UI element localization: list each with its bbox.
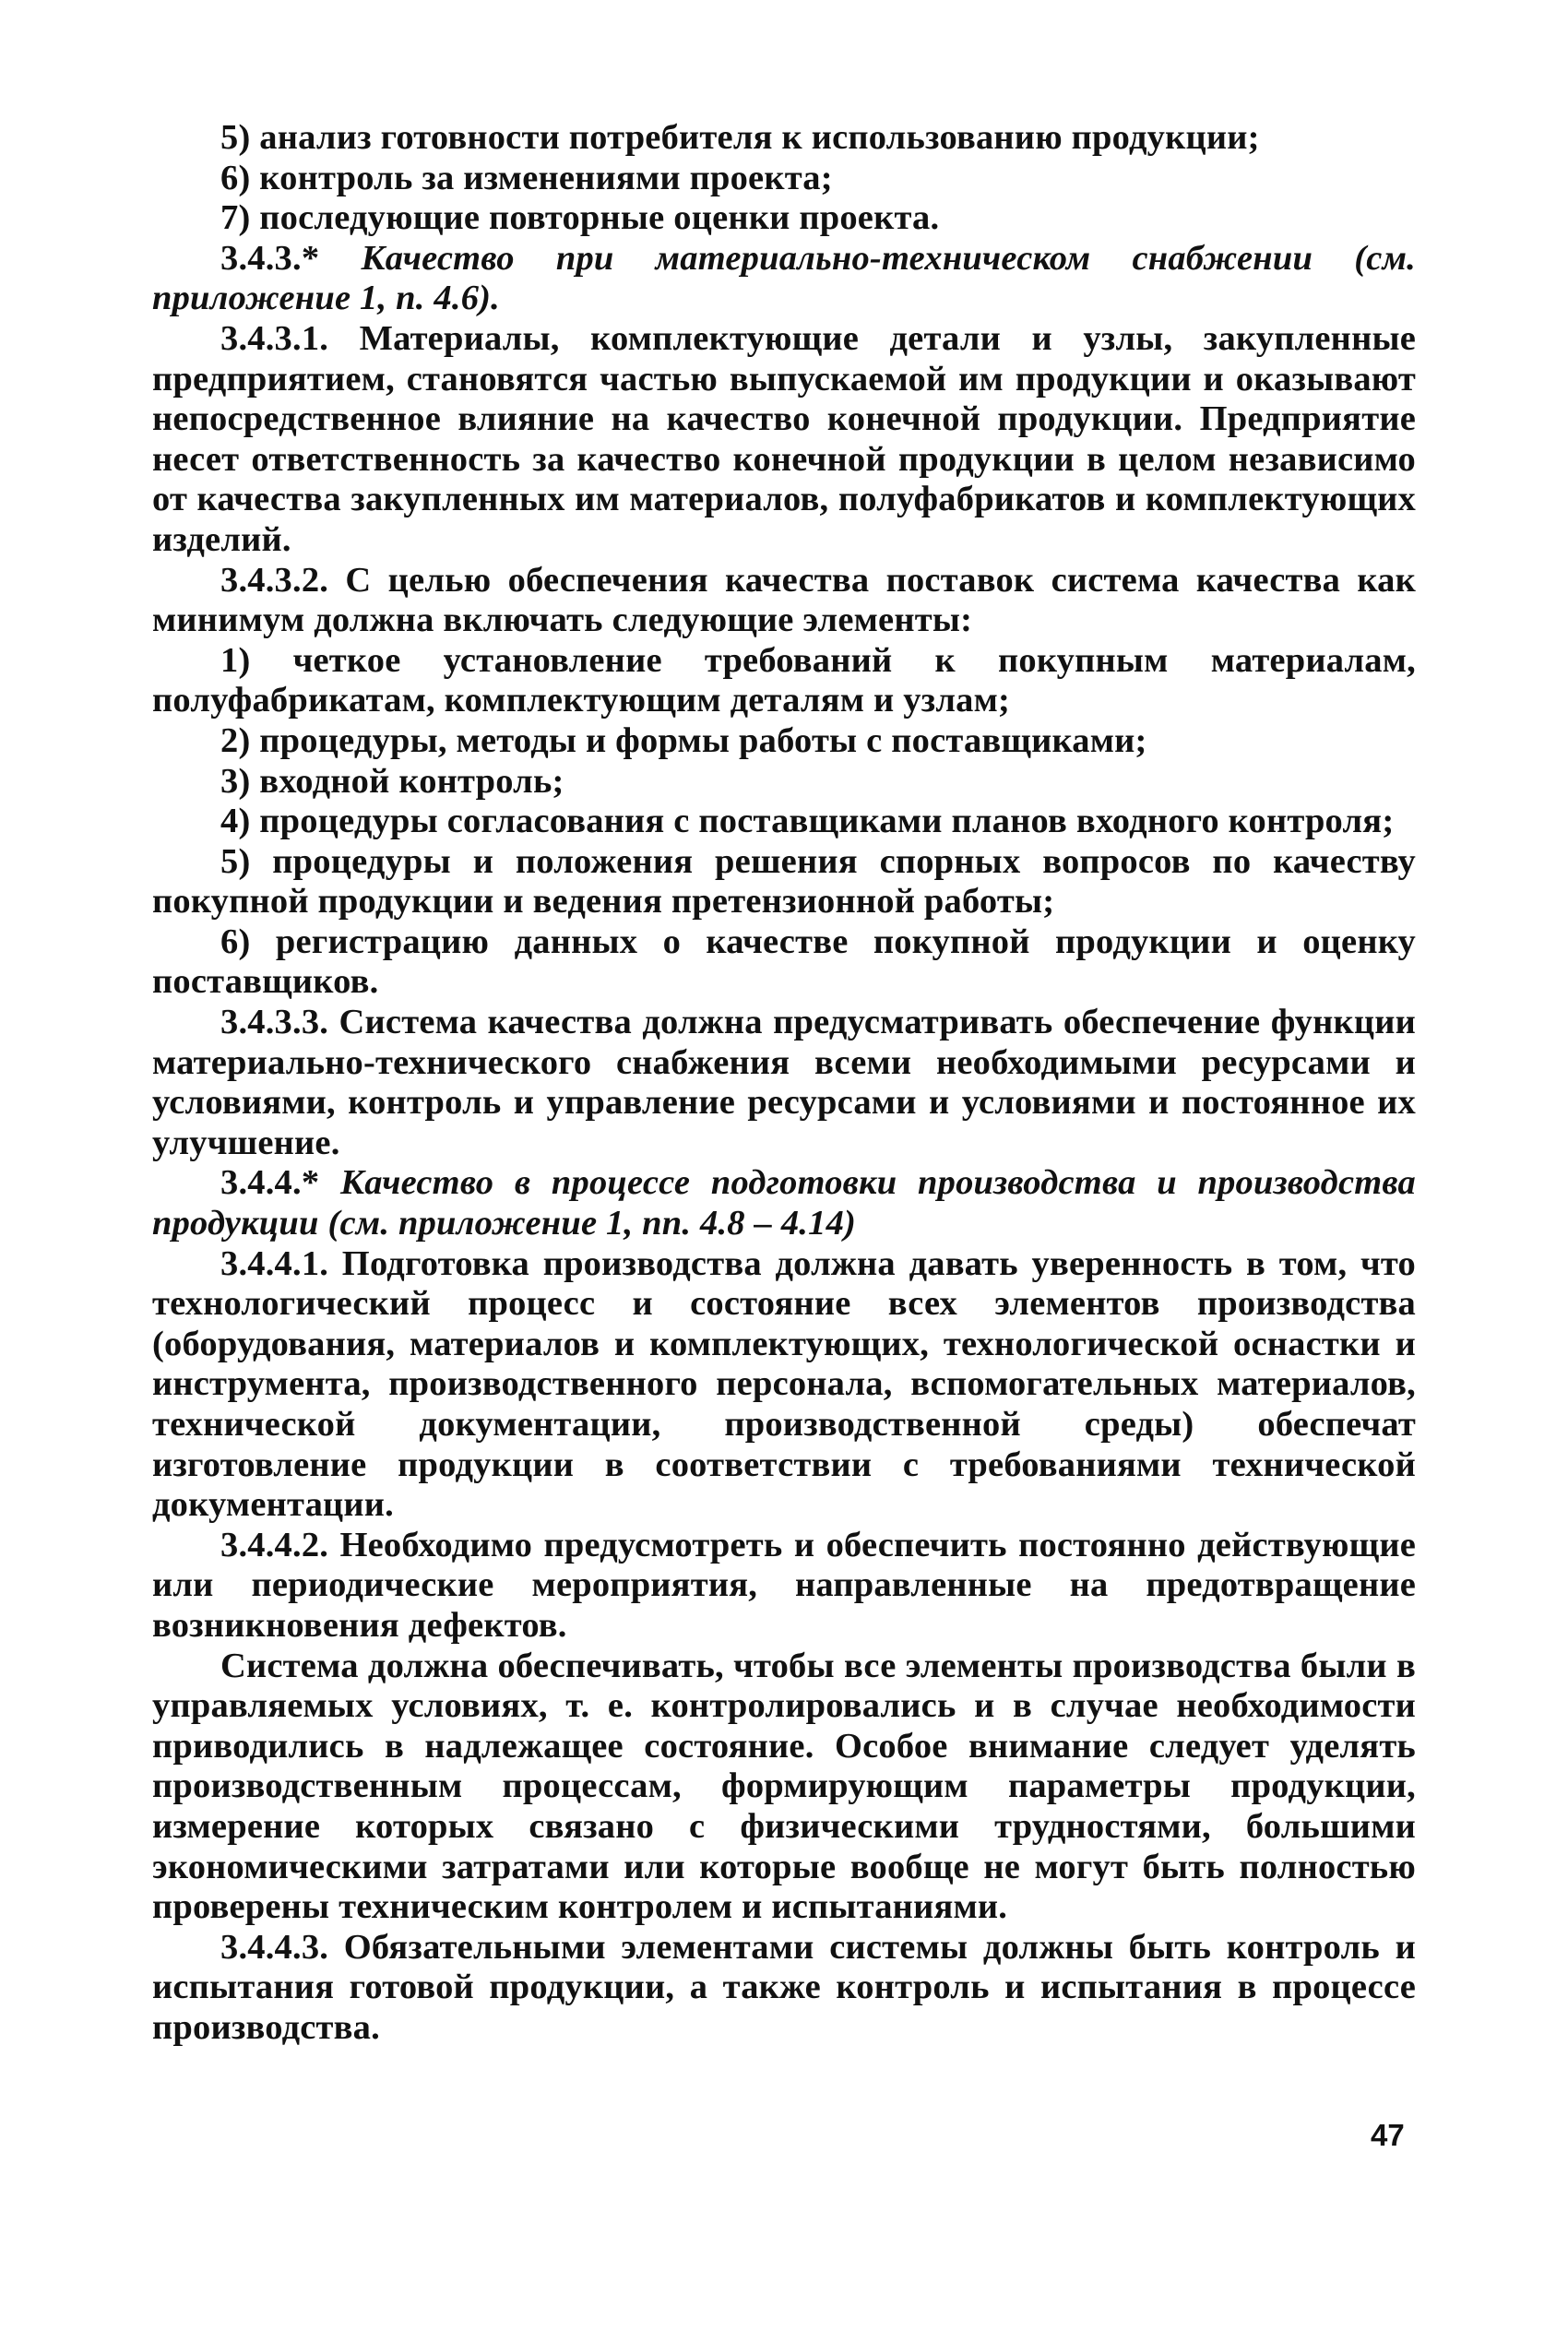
section-number: 3.4.4.* — [220, 1163, 320, 1203]
section-number: 3.4.3.* — [220, 238, 320, 278]
section-heading-3-4-4 — [152, 1163, 1416, 1243]
page-body — [152, 118, 1416, 2049]
list-item-6-registration: 6) регистрацию данных о качестве покупной продукции и оценку поставщиков. — [152, 922, 1416, 1002]
list-item-7-reassessment: 7) последующие повторные оценки проекта. — [220, 198, 940, 238]
list-item-3-incoming-control: 3) входной контроль; — [220, 761, 564, 801]
list-item-4-agreement: 4) процедуры согласования с поставщиками планов входного контроля; — [220, 802, 1395, 841]
paragraph-3-4-4-3: 3.4.4.3. Обязательными элементами системы должны быть контроль и испытания готовой продукции, а также контроль и испытания в процессе производства. — [152, 1927, 1416, 2047]
list-item-5-readiness: 5) анализ готовности потребителя к использованию продукции; — [220, 118, 1260, 157]
list-item-5-disputes: 5) процедуры и положения решения спорных вопросов по качеству покупной продукции и ведения претензионной работы; — [152, 841, 1416, 922]
paragraph-3-4-3-2: 3.4.3.2. С целью обеспечения качества поставок система качества как минимум должна включать следующие элементы: — [152, 560, 1416, 640]
paragraph-3-4-4-1: 3.4.4.1. Подготовка производства должна давать уверенность в том, что технологический процесс и состояние всех элементов производства (оборудования, материалов и комплектующих, технологической оснастки и инструмента, производственного персонала, вспомогательных материалов, технической документации, производственной среды) обеспечат изготовление продукции в соответствии с требованиями технической документации. — [152, 1243, 1416, 1525]
section-heading-3-4-3 — [152, 239, 1416, 319]
section-title: Качество при материально-техническом снабжении (см. приложение 1, п. 4.6). — [152, 238, 1416, 318]
list-item-6-change-control: 6) контроль за изменениями проекта; — [220, 158, 833, 197]
paragraph-3-4-3-3: 3.4.3.3. Система качества должна предусматривать обеспечение функции материально-технического снабжения всеми необходимыми ресурсами и условиями, контроль и управление ресурсами и условиями и постоянное их улучшение. — [152, 1003, 1416, 1162]
paragraph-3-4-3-1: 3.4.3.1. Материалы, комплектующие детали и узлы, закупленные предприятием, становятся частью выпускаемой им продукции и оказывают непосредственное влияние на качество конечной продукции. Предприятие несет ответственность за качество конечной продукции в целом независимо от качества закупленных им материалов, полуфабрикатов и комплектующих изделий. — [152, 318, 1416, 559]
list-item-1-requirements: 1) четкое установление требований к покупным материалам, полуфабрикатам, комплектующим деталям и узлам; — [152, 640, 1416, 720]
paragraph-3-4-4-2: 3.4.4.2. Необходимо предусмотреть и обеспечить постоянно действующие или периодические мероприятия, направленные на предотвращение возникновения дефектов. — [152, 1525, 1416, 1645]
list-item-2-procedures: 2) процедуры, методы и формы работы с поставщиками; — [220, 720, 1147, 760]
paragraph-system-requirements: Система должна обеспечивать, чтобы все элементы производства были в управляемых условиях, т. е. контролировались и в случае необходимости приводились в надлежащее состояние. Особое внимание следует уделять производственным процессам, формирующим параметры продукции, измерение которых связано с физическими трудностями, большими экономическими затратами или которые вообще не могут быть полностью проверены техническим контролем и испытаниями. — [152, 1646, 1416, 1927]
section-title: Качество в процессе подготовки производства и производства продукции (см. приложение 1, пп. 4.8 – 4.14) — [152, 1163, 1416, 1243]
page-number: 47 — [1371, 2118, 1405, 2152]
